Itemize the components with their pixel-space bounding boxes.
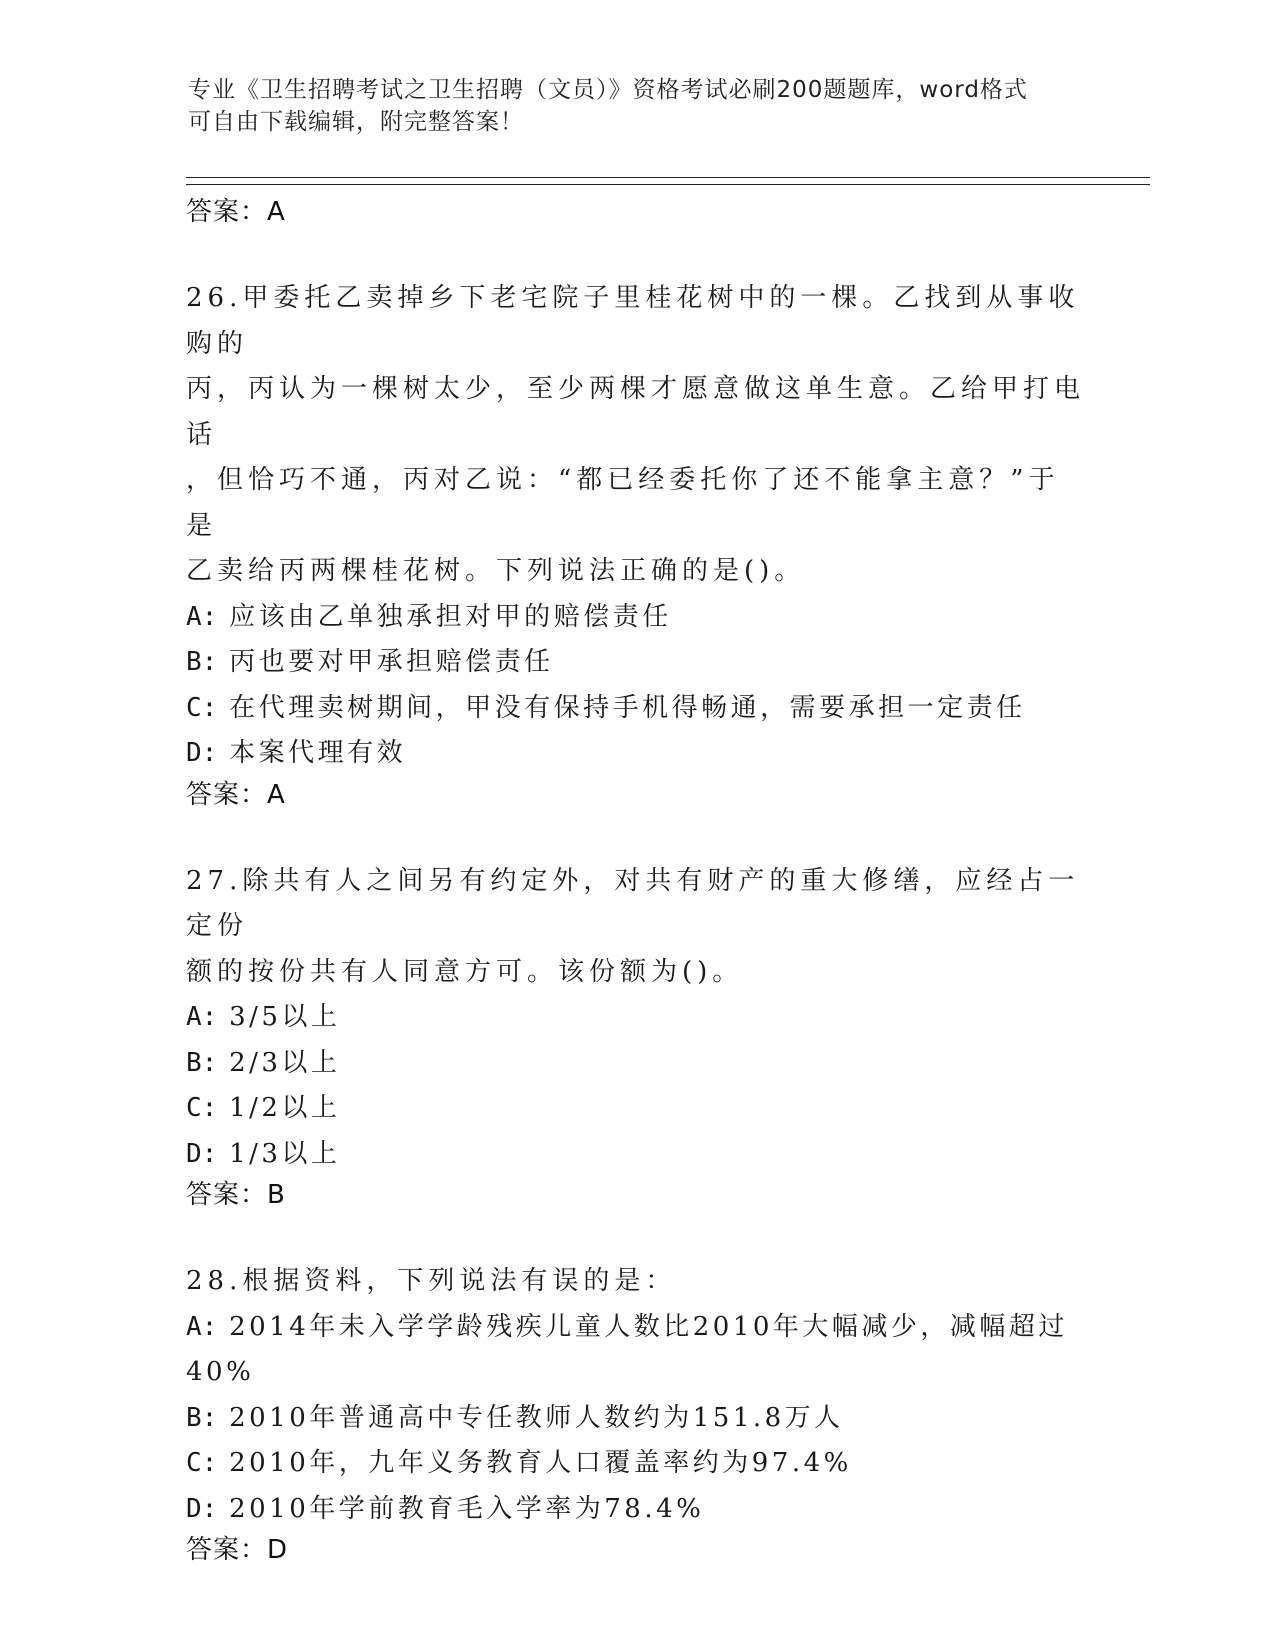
document-header <box>188 74 1068 138</box>
header-line-1: 专业《卫生招聘考试之卫生招聘（文员）》资格考试必刷200题题库，word格式 <box>188 77 1028 103</box>
option-text: 3/5以上 <box>229 1002 341 1032</box>
question-26 <box>186 276 1086 813</box>
option-letter: B: <box>186 1047 218 1078</box>
option-letter: C: <box>186 1093 218 1123</box>
option-text: 2/3以上 <box>229 1047 341 1078</box>
stem-line: 丙，丙认为一棵树太少，至少两棵才愿意做这单生意。乙给甲打电话 <box>186 374 1086 450</box>
option-d <box>186 1132 1086 1178</box>
option-letter: A: <box>186 1002 218 1032</box>
option-b <box>186 640 1086 686</box>
option-text: 2014年未入学学龄残疾儿童人数比2010年大幅减少，减幅超过 40% <box>186 1311 1068 1387</box>
option-a <box>186 995 1086 1041</box>
option-letter: B: <box>186 647 218 677</box>
answer-label: 答案：B <box>186 1180 286 1210</box>
option-letter: D: <box>186 738 218 768</box>
option-text: 2010年普通高中专任教师人数约为151.8万人 <box>229 1402 844 1433</box>
stem-line: 26.甲委托乙卖掉乡下老宅院子里桂花树中的一棵。乙找到从事收购的 <box>186 283 1080 359</box>
option-d <box>186 731 1086 777</box>
option-a <box>186 1305 1086 1396</box>
option-d <box>186 1487 1086 1533</box>
option-letter: C: <box>186 1448 218 1478</box>
option-letter: D: <box>186 1493 218 1524</box>
option-text: 丙也要对甲承担赔偿责任 <box>229 647 554 677</box>
option-b <box>186 1041 1086 1087</box>
question-stem <box>186 859 1086 996</box>
option-text: 1/3以上 <box>229 1138 341 1169</box>
document-body <box>186 190 1086 1568</box>
stem-line: ，但恰巧不通，丙对乙说：“都已经委托你了还不能拿主意？”于是 <box>186 465 1060 541</box>
stem-line: 27.除共有人之间另有约定外，对共有财产的重大修缮，应经占一定份 <box>186 865 1080 941</box>
option-letter: D: <box>186 1138 218 1169</box>
option-c <box>186 1441 1086 1487</box>
answer-label: 答案：A <box>186 197 286 227</box>
header-line-2: 可自由下载编辑，附完整答案！ <box>188 109 524 135</box>
option-text: 2010年学前教育毛入学率为78.4% <box>229 1493 705 1524</box>
answer-label: 答案：A <box>186 779 286 810</box>
question-27 <box>186 859 1086 1214</box>
option-text: 应该由乙单独承担对甲的赔偿责任 <box>229 601 672 632</box>
stem-line: 额的按份共有人同意方可。该份额为()。 <box>186 956 744 987</box>
option-text: 2010年，九年义务教育人口覆盖率约为97.4% <box>229 1448 852 1478</box>
question-stem <box>186 1259 1086 1305</box>
option-letter: A: <box>186 1311 218 1342</box>
stem-line: 乙卖给丙两棵桂花树。下列说法正确的是()。 <box>186 556 806 586</box>
option-b <box>186 1396 1086 1442</box>
option-text: 1/2以上 <box>229 1093 341 1123</box>
header-divider <box>186 177 1150 185</box>
option-c <box>186 1086 1086 1132</box>
question-28 <box>186 1259 1086 1568</box>
option-text: 在代理卖树期间，甲没有保持手机得畅通，需要承担一定责任 <box>229 692 1026 723</box>
option-letter: B: <box>186 1402 218 1433</box>
question-stem <box>186 276 1086 595</box>
option-letter: C: <box>186 692 218 723</box>
option-letter: A: <box>186 601 218 632</box>
option-c <box>186 686 1086 732</box>
option-text: 本案代理有效 <box>229 738 407 768</box>
option-a <box>186 595 1086 641</box>
stem-line: 28.根据资料，下列说法有误的是： <box>186 1266 677 1296</box>
answer-label: 答案：D <box>186 1535 289 1565</box>
